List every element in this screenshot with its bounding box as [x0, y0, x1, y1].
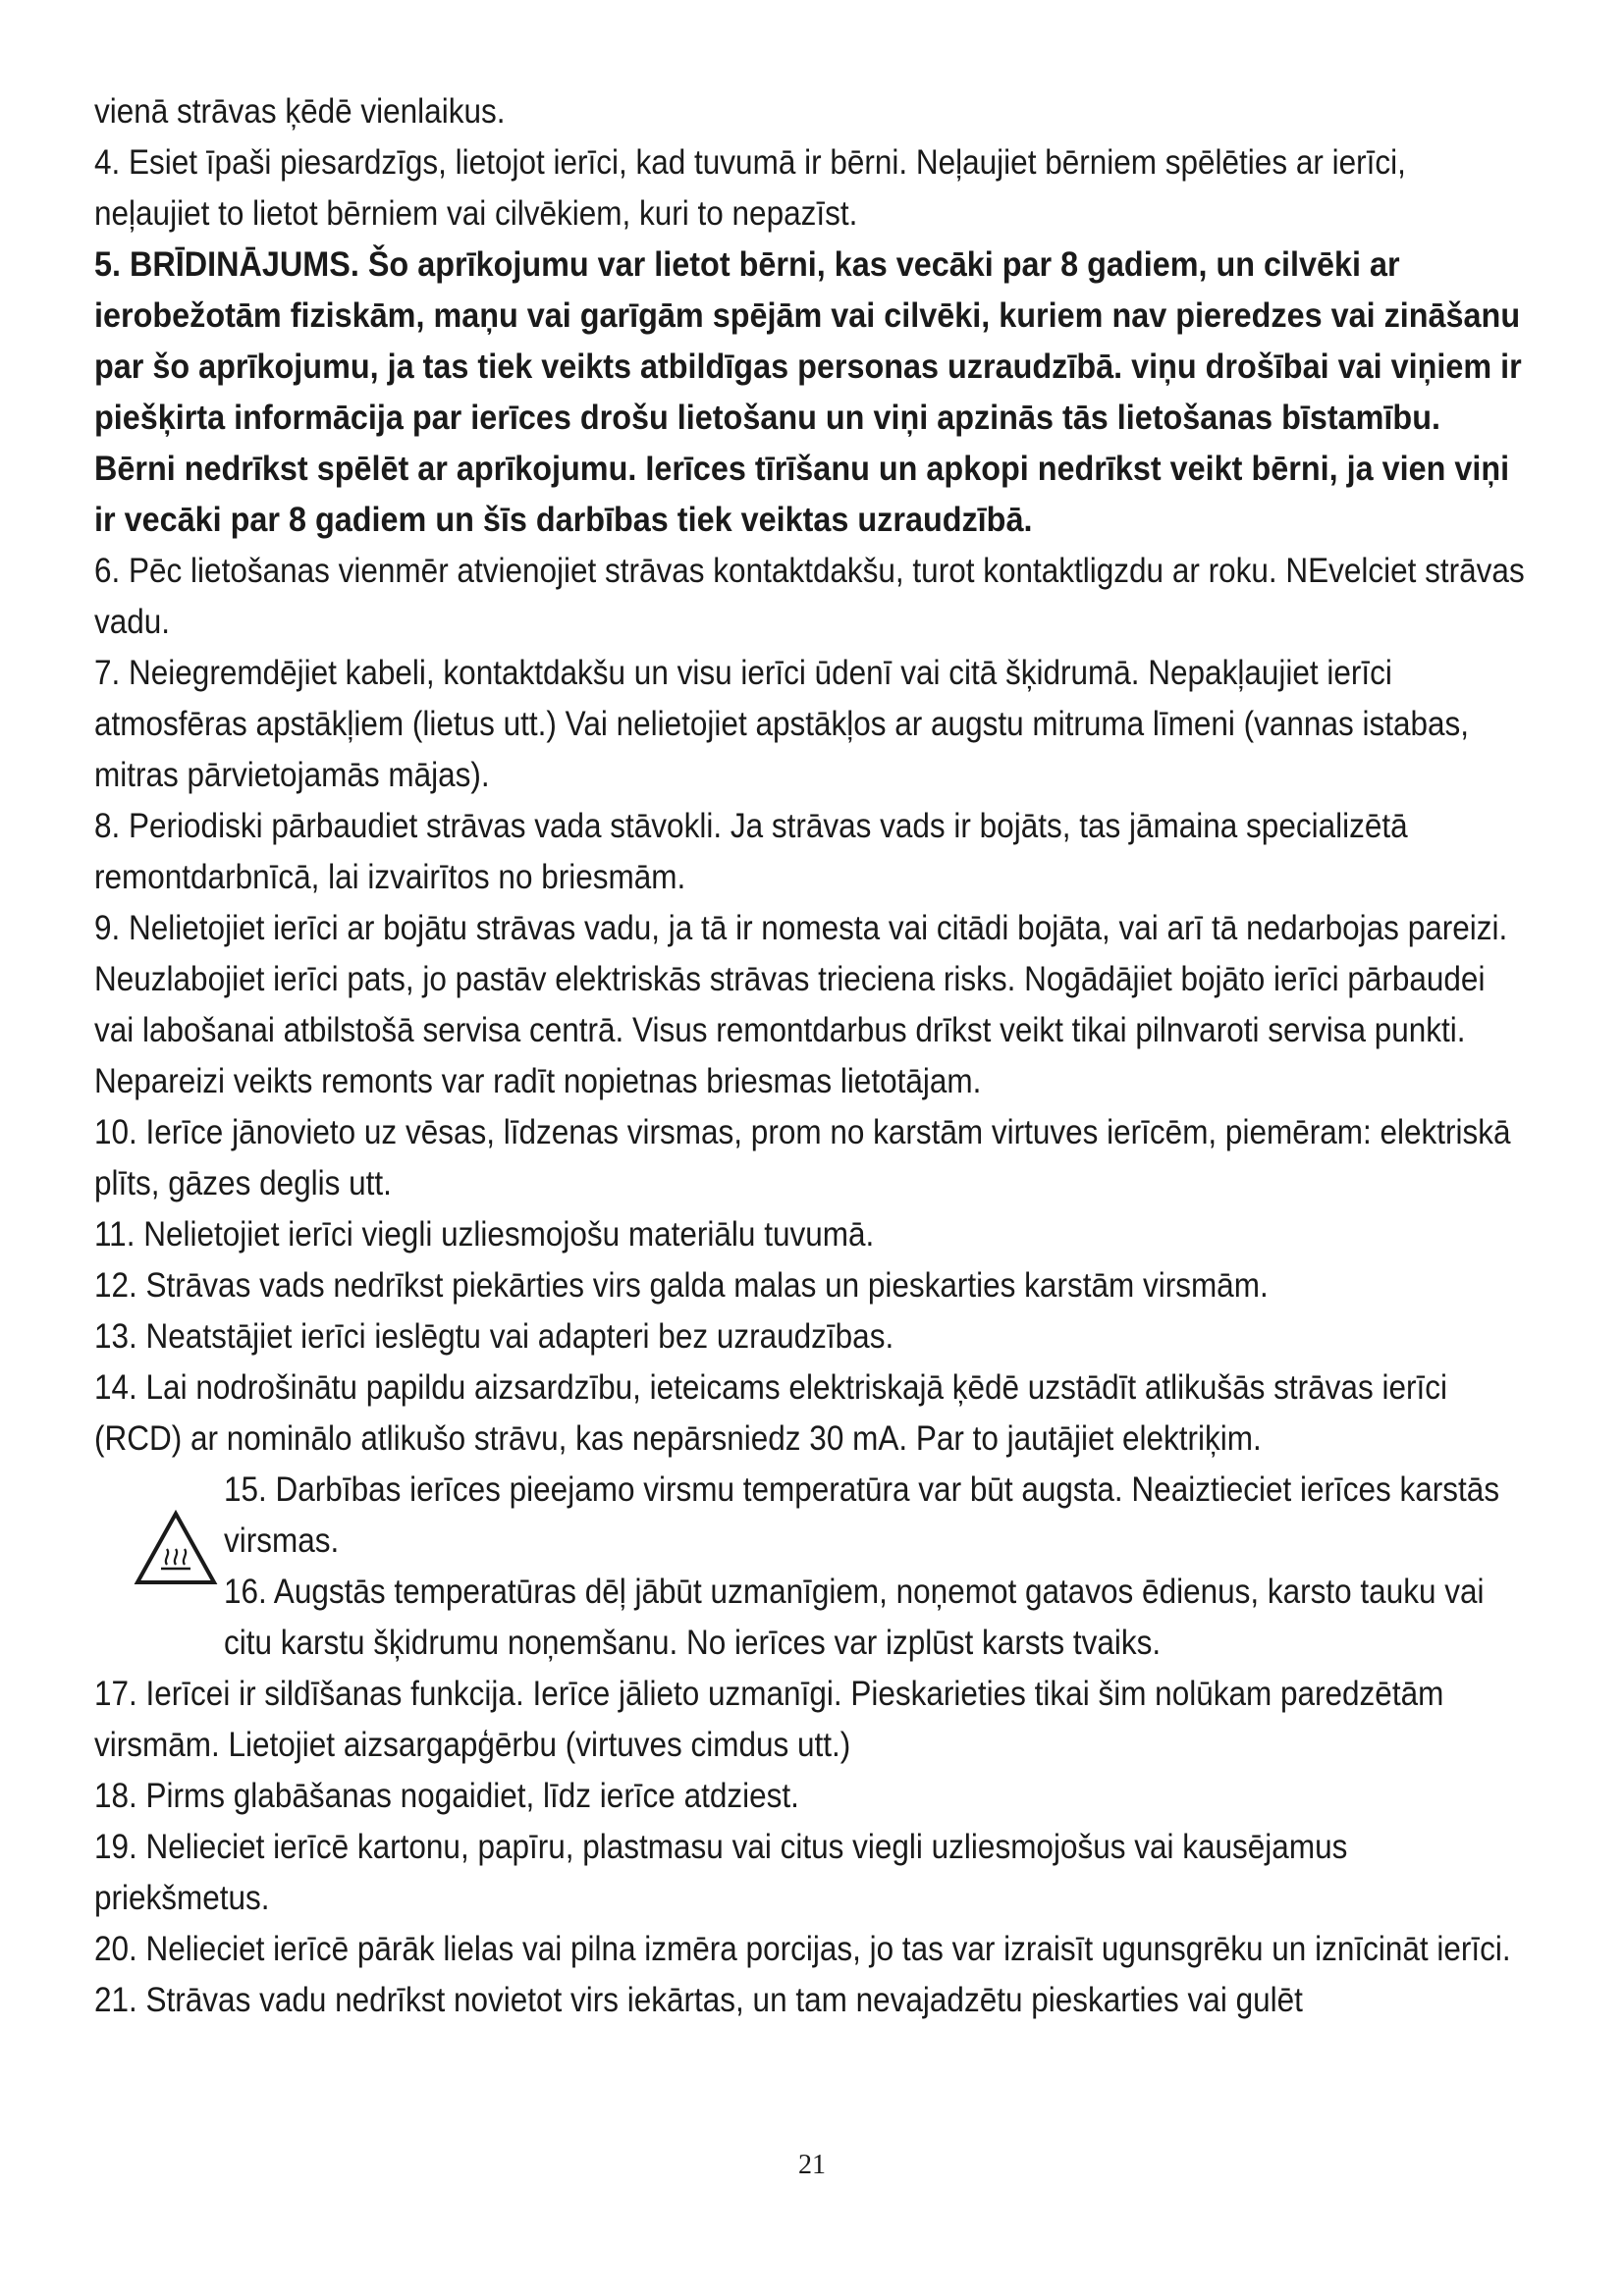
paragraph-13: 13. Neatstājiet ierīci ieslēgtu vai adapteri bez uzraudzības. [94, 1317, 894, 1356]
paragraph-8: 8. Periodiski pārbaudiet strāvas vada stāvokli. Ja strāvas vads ir bojāts, tas jāmaina specializētā remontdarbnīcā, lai izvairītos no briesmām. [94, 807, 1408, 896]
paragraph-14: 14. Lai nodrošinātu papildu aizsardzību, ieteicams elektriskajā ķēdē uzstādīt atlikušās strāvas ierīci (RCD) ar nominālo atlikušo strāvu, kas nepārsniedz 30 mA. Par to jautājiet elektriķim. [94, 1368, 1447, 1458]
paragraph-10: 10. Ierīce jānovieto uz vēsas, līdzenas virsmas, prom no karstām virtuves ierīcēm, piemēram: elektriskā plīts, gāzes deglis utt. [94, 1113, 1511, 1202]
paragraph-6: 6. Pēc lietošanas vienmēr atvienojiet strāvas kontaktdakšu, turot kontaktligzdu ar roku. NEvelciet strāvas vadu. [94, 552, 1525, 641]
paragraph-5-warning: 5. BRĪDINĀJUMS. Šo aprīkojumu var lietot bērni, kas vecāki par 8 gadiem, un cilvēki ar ierobežotām fiziskām, maņu vai garīgām spējām vai cilvēki, kuriem nav pieredzes vai zināšanu par šo aprīkojumu, ja tas tiek veikts atbildīgas personas uzraudzībā. viņu drošībai vai viņiem ir piešķirta informācija par ierīces drošu lietošanu un viņi apzinās tās lietošanas bīstamību. Bērni nedrīkst spēlēt ar aprīkojumu. Ierīces tīrīšanu un apkopi nedrīkst veikt bērni, ja vien viņi ir vecāki par 8 gadiem un šīs darbības tiek veiktas uzraudzībā. [94, 245, 1522, 539]
paragraph-continuation: vienā strāvas ķēdē vienlaikus. [94, 92, 506, 131]
paragraph-21: 21. Strāvas vadu nedrīkst novietot virs iekārtas, un tam nevajadzētu pieskarties vai gulēt [94, 1981, 1303, 2019]
paragraph-20: 20. Nelieciet ierīcē pārāk lielas vai pilna izmēra porcijas, jo tas var izraisīt ugunsgrēku un iznīcināt ierīci. [94, 1930, 1511, 1968]
hot-surface-section [94, 1465, 1530, 1669]
paragraph-4: 4. Esiet īpaši piesardzīgs, lietojot ierīci, kad tuvumā ir bērni. Neļaujiet bērniem spēlēties ar ierīci, neļaujiet to lietot bērniem vai cilvēkiem, kuri to nepazīst. [94, 143, 1406, 233]
paragraph-12: 12. Strāvas vads nedrīkst piekārties virs galda malas un pieskarties karstām virsmām. [94, 1266, 1269, 1305]
paragraph-11: 11. Nelietojiet ierīci viegli uzliesmojošu materiālu tuvumā. [94, 1215, 875, 1254]
page-number: 21 [798, 2150, 826, 2180]
paragraph-7: 7. Neiegremdējiet kabeli, kontaktdakšu un visu ierīci ūdenī vai citā šķidrumā. Nepakļaujiet ierīci atmosfēras apstākļiem (lietus utt.) Vai nelietojiet apstākļos ar augstu mitruma līmeni (vannas istabas, mitras pārvietojamās mājas). [94, 654, 1470, 794]
paragraph-9: 9. Nelietojiet ierīci ar bojātu strāvas vadu, ja tā ir nomesta vai citādi bojāta, vai arī tā nedarbojas pareizi. Neuzlabojiet ierīci pats, jo pastāv elektriskās strāvas trieciena risks. Nogādājiet bojāto ierīci pārbaudei vai labošanai atbilstošā servisa centrā. Visus remontdarbus drīkst veikt tikai pilnvaroti servisa punkti. Nepareizi veikts remonts var radīt nopietnas briesmas lietotājam. [94, 909, 1508, 1100]
hot-surface-warning-icon [134, 1510, 218, 1586]
paragraph-15: 15. Darbības ierīces pieejamo virsmu temperatūra var būt augsta. Neaiztieciet ierīces karstās virsmas. [224, 1470, 1500, 1560]
paragraph-19: 19. Nelieciet ierīcē kartonu, papīru, plastmasu vai citus viegli uzliesmojošus vai kausējamus priekšmetus. [94, 1828, 1348, 1917]
paragraph-16: 16. Augstās temperatūras dēļ jābūt uzmanīgiem, noņemot gatavos ēdienus, karsto tauku vai citu karstu šķidrumu noņemšanu. No ierīces var izplūst karsts tvaiks. [224, 1573, 1485, 1662]
paragraph-18: 18. Pirms glabāšanas nogaidiet, līdz ierīce atdziest. [94, 1777, 799, 1815]
paragraph-17: 17. Ierīcei ir sildīšanas funkcija. Ierīce jālieto uzmanīgi. Pieskarieties tikai šim nolūkam paredzētām virsmām. Lietojiet aizsargapģērbu (virtuves cimdus utt.) [94, 1675, 1444, 1764]
